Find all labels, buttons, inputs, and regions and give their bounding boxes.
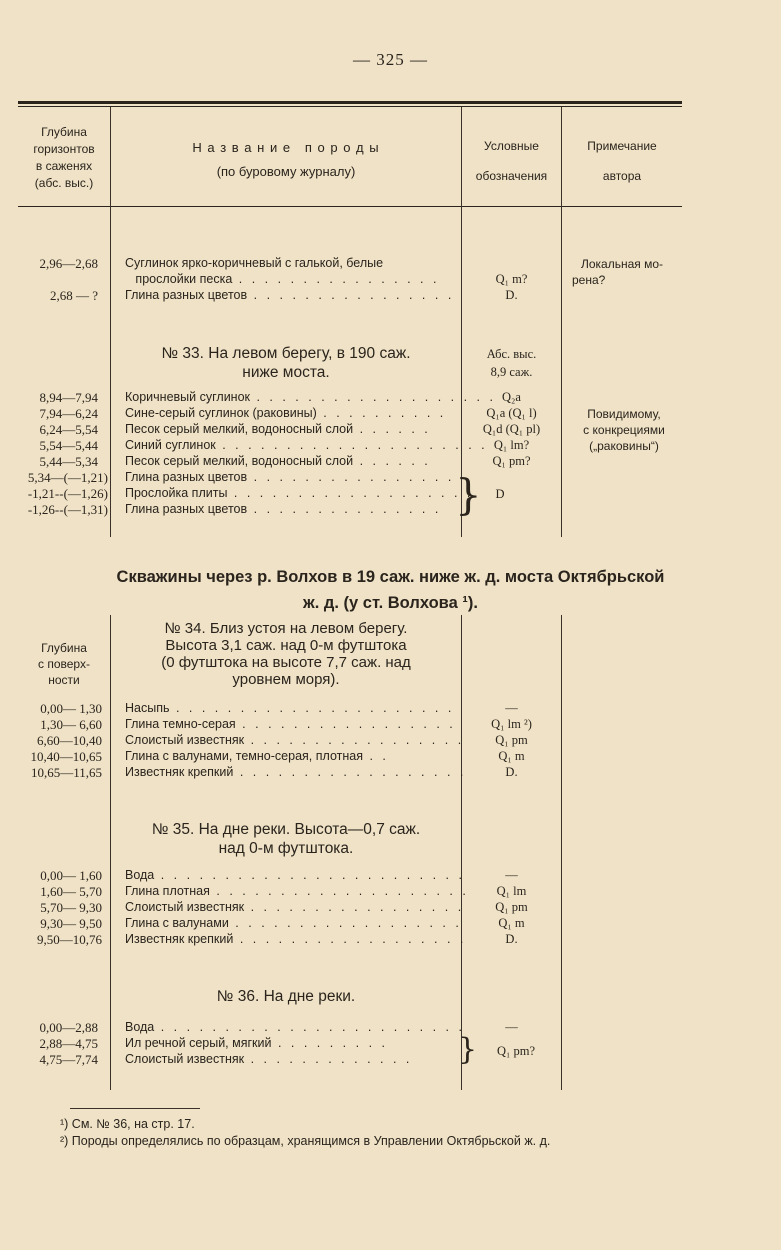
depth-from-surface-header: Глубина с поверх- ности <box>38 641 90 687</box>
symbol-cell: Q₂a <box>502 390 521 404</box>
depth-cell: 8,94—7,94 <box>39 390 98 405</box>
rock-name-cell: Известняк крепкий . . . . . . . . . . . . . . . . . . <box>125 932 467 946</box>
depth-cell: 5,34—(—1,21) <box>27 470 108 485</box>
symbol-cell: — <box>505 701 518 715</box>
author-note: Повидимому, с конкрециями („раковины“) <box>583 407 665 453</box>
symbol-cell: Q₁ pm? <box>496 1044 536 1058</box>
section-36-title: № 36. На дне реки. <box>216 988 356 1005</box>
symbol-cell: Q₁ lm ²) <box>491 717 532 731</box>
symbol-cell: — <box>505 1020 518 1034</box>
rock-name-cell: Коричневый суглинок . . . . . . . . . . . . . . . . . . . <box>125 390 496 404</box>
depth-cell: 4,75—7,74 <box>39 1052 98 1067</box>
depth-cell: 2,96—2,68 <box>39 256 98 271</box>
depth-cell: -1,21--(—1,26) <box>27 486 108 501</box>
depth-cell: 1,30— 6,60 <box>40 717 102 732</box>
symbol-cell: Q₁ pm <box>495 900 528 914</box>
symbol-cell: — <box>505 868 518 882</box>
footnote-1: ¹) См. № 36, на стр. 17. <box>60 1117 195 1131</box>
symbol-cell: Q₁d (Q₁ pl) <box>482 422 541 436</box>
rock-name-cell: Вода . . . . . . . . . . . . . . . . . . . . . . . . <box>125 1020 465 1034</box>
header-symbols: Условные обозначения <box>475 139 548 183</box>
rock-name-cell: Вода . . . . . . . . . . . . . . . . . . . . . . . . <box>125 868 465 882</box>
depth-cell: 9,30— 9,50 <box>40 916 102 931</box>
symbol-cell: D <box>495 487 505 501</box>
rock-name-cell: Слоистый известняк . . . . . . . . . . . . . . . . . <box>125 900 465 914</box>
rock-name-cell: Известняк крепкий . . . . . . . . . . . . . . . . . . <box>125 765 467 779</box>
symbol-cell: Q₁ lm? <box>493 438 530 452</box>
rock-name-cell: Песок серый мелкий, водоносный слой . . . . . . <box>125 454 431 468</box>
top-rule <box>18 101 682 104</box>
section-33-abs-height: Абс. выс. 8,9 саж. <box>486 347 537 379</box>
footnote-rule <box>70 1108 200 1109</box>
rock-name-cell: Суглинок ярко-коричневый с галькой, белые <box>125 256 384 270</box>
rock-name-cell: прослойки песка . . . . . . . . . . . . . . . . <box>125 272 440 286</box>
depth-cell: 0,00— 1,60 <box>40 868 102 883</box>
depth-cell: 0,00— 1,30 <box>40 701 102 716</box>
depth-cell: 7,94—6,24 <box>39 406 98 421</box>
symbol-cell: Q₁ m? <box>495 272 528 286</box>
depth-cell: 5,70— 9,30 <box>40 900 102 915</box>
column-divider-2-lower <box>461 615 462 1090</box>
symbol-cell: Q₁a (Q₁ l) <box>486 406 537 420</box>
rock-name-cell: Прослойка плиты . . . . . . . . . . . . . . . . . . . <box>125 486 474 500</box>
depth-cell: -1,26--(—1,31) <box>27 502 108 517</box>
symbol-cell: D. <box>505 288 518 302</box>
symbol-cell: Q₁ lm <box>496 884 527 898</box>
depth-cell: 2,88—4,75 <box>39 1036 98 1051</box>
rock-name-cell: Глина с валунами . . . . . . . . . . . . . . . . . . <box>125 916 462 930</box>
rock-name-cell: Ил речной серый, мягкий . . . . . . . . . <box>125 1036 388 1050</box>
depth-cell: 10,65—11,65 <box>30 765 102 780</box>
header-author-note: Примечание автора <box>587 139 657 183</box>
depth-cell: 0,00—2,88 <box>39 1020 98 1035</box>
author-note: Локальная мо- рена? <box>572 257 664 287</box>
rock-name-cell: Глина темно-серая . . . . . . . . . . . . . . . . . <box>125 717 456 731</box>
header-depth: Глубина горизонтов в саженях (абс. выс.) <box>33 125 95 190</box>
section-35-title: № 35. На дне реки. Высота—0,7 саж. над 0-м футштока. <box>151 821 421 857</box>
symbol-cell: Q₁ pm? <box>492 454 531 468</box>
symbol-cell: D. <box>505 765 518 779</box>
top-rule-thin <box>18 106 682 107</box>
section-33-title: № 33. На левом берегу, в 190 саж. ниже моста. <box>161 345 411 381</box>
rock-name-cell: Слоистый известняк . . . . . . . . . . . . . . . . . <box>125 733 465 747</box>
symbol-cell: Q₁ pm <box>495 733 528 747</box>
depth-cell: 10,40—10,65 <box>30 749 102 764</box>
rock-name-cell: Сине-серый суглинок (раковины) . . . . . . . . . . <box>125 406 447 420</box>
depth-cell: 5,54—5,44 <box>39 438 98 453</box>
depth-cell: 6,24—5,54 <box>39 422 98 437</box>
header-rule <box>18 206 682 207</box>
footnote-2: ²) Породы определялись по образцам, хранящимся в Управлении Октябрьской ж. д. <box>60 1134 551 1148</box>
brace-symbol: } <box>458 1032 478 1067</box>
column-divider-3-lower <box>561 615 562 1090</box>
rock-name-cell: Глина плотная . . . . . . . . . . . . . . . . . . . . <box>125 884 469 898</box>
rock-name-cell: Синий суглинок . . . . . . . . . . . . . . . . . . . . . <box>125 438 488 452</box>
rock-name-cell: Насыпь . . . . . . . . . . . . . . . . . . . . . . <box>125 701 455 715</box>
depth-cell: 1,60— 5,70 <box>40 884 102 899</box>
page-number: — 325 — <box>353 50 428 69</box>
symbol-cell: Q₁ m <box>498 916 525 930</box>
rock-name-cell: Песок серый мелкий, водоносный слой . . . . . . <box>125 422 431 436</box>
brace-symbol: } <box>455 470 482 519</box>
depth-cell: 2,68 — ? <box>49 288 98 303</box>
rock-name-cell: Глина с валунами, темно-серая, плотная . . <box>125 749 389 763</box>
header-rock-name: Н а з в а н и е п о р о д ы (по буровому журналу) <box>192 140 380 179</box>
depth-cell: 9,50—10,76 <box>37 932 102 947</box>
rock-name-cell: Слоистый известняк . . . . . . . . . . . . . <box>125 1052 413 1066</box>
rock-name-cell: Глина разных цветов . . . . . . . . . . . . . . . . <box>125 288 455 302</box>
symbol-cell: D. <box>505 932 518 946</box>
rock-name-cell: Глина разных цветов . . . . . . . . . . . . . . . <box>125 502 442 516</box>
symbol-cell: Q₁ m <box>498 749 525 763</box>
depth-cell: 5,44—5,34 <box>39 454 98 469</box>
wells-title: Скважины через р. Волхов в 19 саж. ниже ж. д. моста Октябрьской ж. д. (у ст. Волхова ¹). <box>116 568 665 612</box>
rock-name-cell: Глина разных цветов . . . . . . . . . . . . . . . . <box>125 470 455 484</box>
section-34-title: № 34. Близ устоя на левом берегу. Высота 3,1 саж. над 0-м футштока (0 футштока на высоте 7,7 саж. над уровнем моря). <box>161 620 411 688</box>
depth-cell: 6,60—10,40 <box>37 733 102 748</box>
